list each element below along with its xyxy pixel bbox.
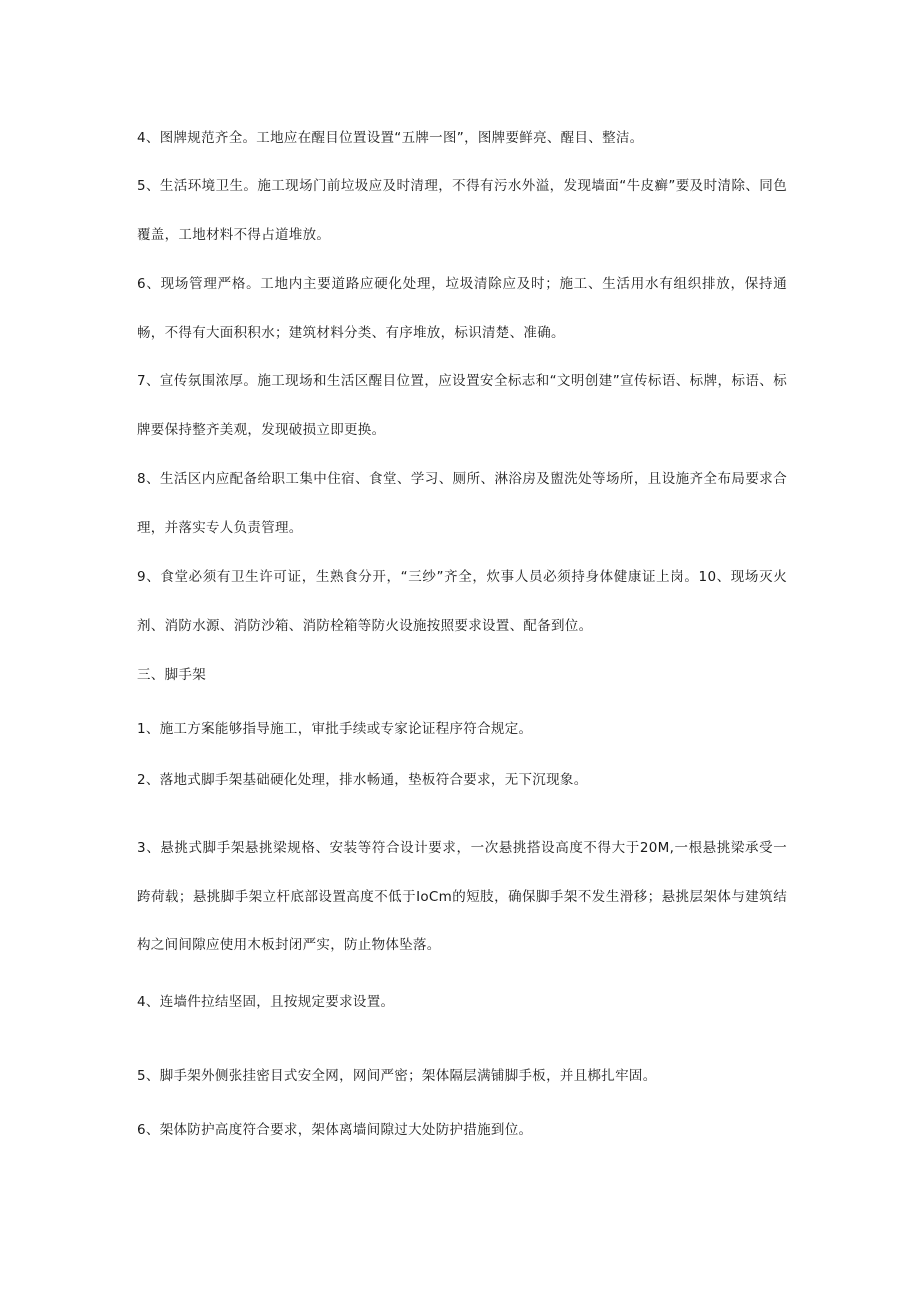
paragraph-scaffold-1-plan: 1、施工方案能够指导施工，审批手续或专家论证程序符合规定。 bbox=[137, 721, 533, 737]
paragraph-item-4-signage: 4、图牌规范齐全。工地应在醒目位置设置“五牌一图”，图牌要鲜亮、醒目、整洁。 bbox=[137, 130, 644, 146]
paragraph-scaffold-2-foundation: 2、落地式脚手架基础硬化处理，排水畅通，垫板符合要求，无下沉现象。 bbox=[137, 772, 588, 788]
paragraph-item-7-publicity: 7、宣传氛围浓厚。施工现场和生活区醒目位置，应设置安全标志和“文明创建”宣传标语、标牌，标语、标牌要保持整齐美观，发现破损立即更换。 bbox=[137, 373, 787, 438]
paragraph-scaffold-3-cantilever: 3、悬挑式脚手架悬挑梁规格、安装等符合设计要求，一次悬挑搭设高度不得大于20M,一根悬挑梁承受一跨荷载；悬挑脚手架立杆底部设置高度不低于IoCm的短肢，确保脚手架不发生滑移；悬挑层架体与建筑结构之间间隙应使用木板封闭严实，防止物体坠落。 bbox=[137, 840, 787, 953]
paragraph-item-5-environment: 5、生活环境卫生。施工现场门前垃圾应及时清理，不得有污水外溢，发现墙面“牛皮癣”要及时清除、同色覆盖，工地材料不得占道堆放。 bbox=[137, 178, 787, 243]
paragraph-item-6-site-management: 6、现场管理严格。工地内主要道路应硬化处理，垃圾清除应及时；施工、生活用水有组织排放，保持通畅，不得有大面积积水；建筑材料分类、有序堆放，标识清楚、准确。 bbox=[137, 276, 787, 341]
paragraph-scaffold-6-protection-height: 6、架体防护高度符合要求，架体离墙间隙过大处防护措施到位。 bbox=[137, 1122, 533, 1138]
section-heading-scaffolding: 三、脚手架 bbox=[137, 667, 206, 683]
paragraph-item-8-living-area: 8、生活区内应配备给职工集中住宿、食堂、学习、厕所、淋浴房及盥洗处等场所，且设施齐全布局要求合理，并落实专人负责管理。 bbox=[137, 471, 787, 536]
paragraph-scaffold-5-safety-net: 5、脚手架外侧张挂密目式安全网，网间严密；架体隔层满铺脚手板，并且梆扎牢固。 bbox=[137, 1068, 657, 1084]
paragraph-item-9-canteen: 9、食堂必须有卫生许可证，生熟食分开，“三纱”齐全，炊事人员必须持身体健康证上岗。10、现场灭火剂、消防水源、消防沙箱、消防栓箱等防火设施按照要求设置、配备到位。 bbox=[137, 569, 787, 634]
paragraph-scaffold-4-wall-ties: 4、连墙件拉结坚固，且按规定要求设置。 bbox=[137, 994, 395, 1010]
